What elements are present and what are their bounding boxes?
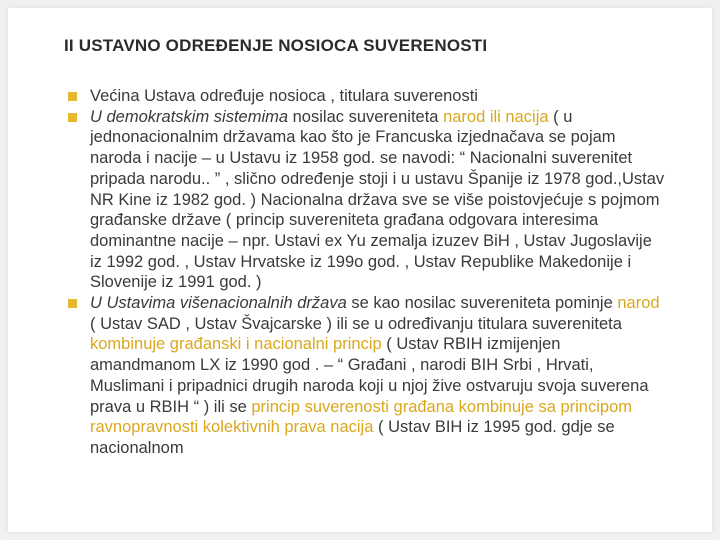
bullet-text: ( Ustav RBIH izmijenjen amandmanom LX iz 1990 god . – “ Građani , narodi BIH Srbi , Hrvati, Muslimani i pripadnici drugih naroda koji u njoj žive ostvaruju svoja suverena prava u RBIH “ ) ili se (90, 335, 649, 416)
bullet-list (68, 86, 668, 459)
bullet-text: ( Ustav BIH iz 1995 god. gdje se nacionalnom (90, 418, 615, 457)
bullet-italic-lead: U Ustavima višenacionalnih država (90, 294, 347, 313)
square-bullet-icon (68, 113, 77, 122)
highlighted-term: narod (617, 294, 660, 313)
slide (8, 8, 712, 532)
highlighted-term: kombinuje građanski i nacionalni princip (90, 335, 382, 354)
bullet-item (68, 293, 668, 459)
bullet-text: ( Ustav SAD , Ustav Švajcarske ) ili se u određivanju titulara suvereniteta (90, 314, 622, 333)
highlighted-term: princip suverenosti građana kombinuje sa principom ravnopravnosti kolektivnih prava nacija (90, 397, 632, 437)
bullet-text: ( u jednonacionalnim državama kao što je Francuska izjednačava se pojam naroda i nacije – u Ustavu iz 1958 god. se navodi: “ Nacionalni suverenitet pripada narodu.. ” , slično određenje stoji i u ustavu Španije iz 1978 god.,Ustav NR Kine iz 1982 god. ) Nacionalna država sve se više poistovjećuje s pojmom građanske države ( princip suvereniteta građana odgovara interesima dominantne nacije – npr. Ustavi ex Yu zemalja izuzev BiH , Ustav Jugoslavije iz 1992 god. , Ustav Hrvatske iz 199o god. , Ustav Republike Makedonije i Slovenije iz 1991 god. ) (90, 107, 665, 292)
square-bullet-icon (68, 92, 77, 101)
bullet-text: Većina Ustava određuje nosioca , titulara suverenosti (90, 87, 478, 105)
slide-title: II USTAVNO ODREĐENJE NOSIOCA SUVERENOSTI (64, 36, 488, 55)
square-bullet-icon (68, 299, 77, 308)
bullet-text: se kao nosilac suvereniteta pominje (346, 294, 618, 313)
bullet-text: nosilac suvereniteta (288, 107, 444, 126)
bullet-item (68, 107, 668, 293)
highlighted-term: narod ili nacija (443, 107, 549, 126)
bullet-italic-lead: U demokratskim sistemima (90, 107, 289, 126)
bullet-item (68, 86, 668, 107)
